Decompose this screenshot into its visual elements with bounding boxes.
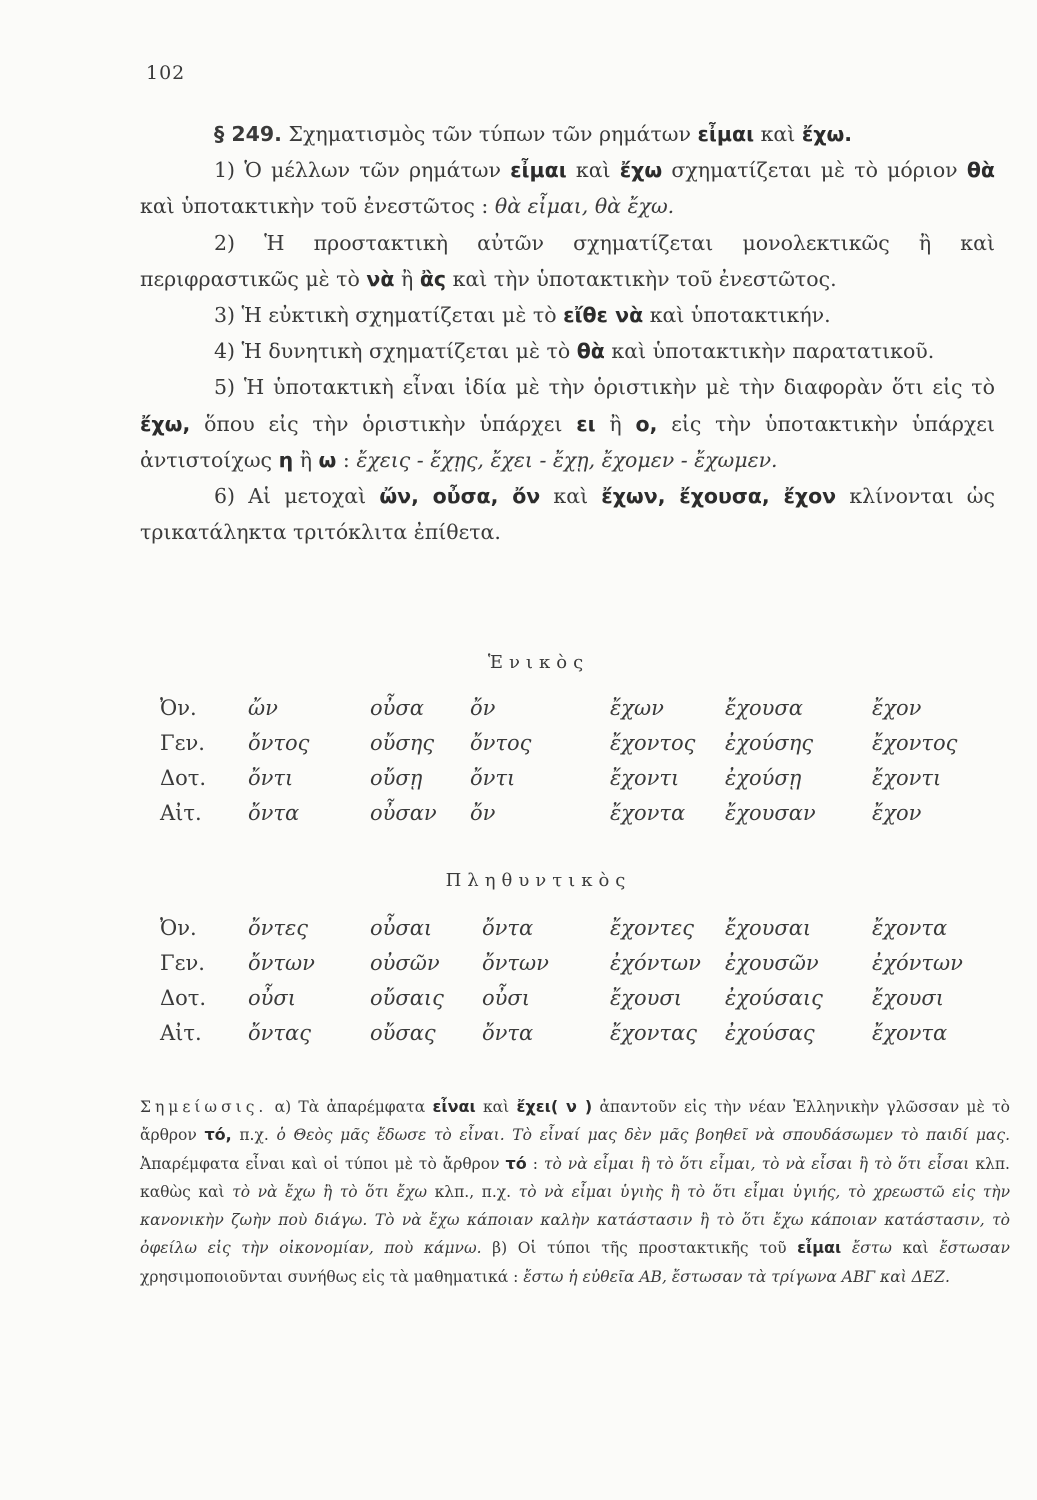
table-cell: ἐχούσης [725, 731, 814, 755]
table-cell: οὖσι [248, 986, 296, 1010]
paragraph-5 [140, 369, 995, 478]
p5-text-3: εἰς τὴν ὑποτακτικὴν ὑπάρχει ἀντιστοίχως [140, 411, 995, 472]
p1-lead: 1) Ὁ μέλλων τῶν ρημάτων [214, 158, 501, 183]
p1-example: θὰ εἶμαι, θὰ ἔχω. [494, 194, 675, 219]
note-text: Ἀπαρέμφατα εἶναι καὶ οἱ τύποι μὲ τὸ ἄρθρον [140, 1154, 500, 1173]
table-cell: οὖσαι [370, 916, 433, 940]
case-label: Αἰτ. [160, 1021, 202, 1045]
p1-text-2: σχηματίζεται μὲ τὸ μόριον [671, 158, 958, 183]
table-cell: ἐχόντων [610, 951, 701, 975]
note-example: ἔστω [851, 1239, 892, 1258]
p6-lead: 6) Αἱ μετοχαὶ [214, 484, 367, 509]
table-cell: ἔχοντος [872, 731, 958, 755]
p2-bold-1: νὰ [366, 266, 395, 291]
table-cell: ὄν [470, 696, 496, 720]
note-example: τὸ νὰ εἶμαι ἢ τὸ ὅτι εἶμαι, τὸ νὰ εἶσαι ἢ τὸ ὅτι εἶσαι [543, 1154, 970, 1173]
table-cell: οὔσης [370, 731, 435, 755]
p5-example: ἔχεις - ἔχῃς, ἔχει - ἔχῃ, ἔχομεν - ἔχωμεν. [356, 447, 778, 472]
table-cell: ἐχούσαις [725, 986, 823, 1010]
p2-text-1: ἢ [400, 266, 414, 291]
table-cell: ἐχόντων [872, 951, 963, 975]
section-verb-2: ἔχω. [801, 122, 853, 146]
table-cell: ὄντα [248, 801, 300, 825]
p1-bold-3: θὰ [966, 158, 995, 183]
note-text: π.χ. [239, 1126, 269, 1145]
p1-bold-2: ἔχω [619, 158, 663, 183]
p6-text-1: καὶ [553, 484, 589, 509]
table-cell: ἔχοντα [872, 916, 948, 940]
section-conj: καὶ [760, 122, 796, 146]
p5-text-5: : [342, 447, 350, 472]
table-cell: ἔχοντος [610, 731, 696, 755]
table-cell: ἔχοντα [872, 1021, 948, 1045]
case-label: Ὀν. [160, 916, 197, 940]
singular-heading: Ἑνικὸς [487, 652, 590, 673]
table-cell: ἐχουσῶν [725, 951, 819, 975]
note-bold: τό [505, 1153, 527, 1173]
paragraph-1 [140, 152, 995, 224]
table-cell: οὔσῃ [370, 766, 423, 790]
p1-text-3: καὶ ὑποτακτικὴν τοῦ ἐνεστῶτος : [140, 194, 489, 219]
table-cell: ἔχοντα [610, 801, 686, 825]
footnote [140, 1093, 1010, 1291]
p5-bold-1: ἔχω, [140, 411, 191, 436]
paragraph-6 [140, 478, 995, 550]
p6-text-2: κλίνονται ὡς τρικατάληκτα τριτόκλιτα ἐπίθετα. [140, 484, 995, 545]
p2-text-2: καὶ τὴν ὑποτακτικὴν τοῦ ἐνεστῶτος. [452, 266, 837, 291]
note-text: Οἱ τύποι τῆς προστακτικῆς τοῦ [517, 1239, 787, 1258]
p1-text-1: καὶ [575, 158, 611, 183]
p5-text-2: ἢ [609, 411, 622, 436]
table-cell: ὄντα [482, 1021, 534, 1045]
p4-text-1: καὶ ὑποτακτικὴν παρατατικοῦ. [611, 339, 935, 364]
note-example: ἔστωσαν [939, 1239, 1010, 1258]
table-cell: ἔχον [872, 696, 922, 720]
table-cell: ἐχούσας [725, 1021, 815, 1045]
note-example: τὸ νὰ ἔχω ἢ τὸ ὅτι ἔχω [232, 1182, 428, 1201]
section-title: Σχηματισμὸς τῶν τύπων τῶν ρημάτων [288, 122, 691, 146]
case-label: Αἰτ. [160, 801, 202, 825]
note-bold: τό, [204, 1125, 232, 1145]
note-example: ἔστω ἡ εὐθεῖα ΑΒ, ἔστωσαν τὰ τρίγωνα ΑΒΓ καὶ ΔΕΖ. [523, 1267, 950, 1286]
table-cell: ὄντος [248, 731, 310, 755]
table-cell: ἔχοντες [610, 916, 695, 940]
table-cell: ὄντα [482, 916, 534, 940]
p3-lead: 3) Ἡ εὐκτικὴ σχηματίζεται μὲ τὸ [214, 303, 557, 328]
page-number: 102 [146, 62, 186, 84]
p5-bold-5: ω [318, 447, 337, 472]
table-cell: ὄντες [248, 916, 309, 940]
p5-text-1: ὅπου εἰς τὴν ὁριστικὴν ὑπάρχει [204, 411, 563, 436]
p4-lead: 4) Ἡ δυνητικὴ σχηματίζεται μὲ τὸ [214, 339, 571, 364]
table-cell: ὤν [248, 696, 278, 720]
case-label: Γεν. [160, 951, 205, 975]
note-text: Τὰ ἀπαρέμφατα [298, 1098, 426, 1116]
table-cell: ὄντος [470, 731, 532, 755]
table-cell: ἔχουσαι [725, 916, 812, 940]
p6-bold-2: ἔχων, ἔχουσα, ἔχον [601, 484, 837, 509]
note-text: κλπ., π.χ. [434, 1182, 512, 1201]
note-bold: εἶμαι [797, 1238, 842, 1258]
case-label: Δοτ. [160, 766, 207, 790]
p5-bold-3: ο, [635, 411, 658, 436]
table-cell: ἔχουσι [610, 986, 682, 1010]
p1-bold-1: εἶμαι [510, 158, 567, 183]
note-text: : [532, 1154, 538, 1173]
note-mark-b: β) [492, 1239, 508, 1258]
p2-bold-2: ἂς [419, 266, 447, 291]
table-cell: ὄν [470, 801, 496, 825]
p3-text-1: καὶ ὑποτακτικήν. [649, 303, 831, 328]
p5-bold-4: η [278, 447, 294, 472]
table-cell: οὔσαις [370, 986, 444, 1010]
note-mark-a: α) [274, 1098, 292, 1116]
section-heading [140, 116, 995, 152]
table-cell: οὔσας [370, 1021, 436, 1045]
p2-lead: 2) Ἡ προστακτικὴ αὐτῶν σχηματίζεται μονολεκτικῶς ἢ καὶ περιφραστικῶς μὲ τὸ [140, 230, 995, 291]
case-label: Γεν. [160, 731, 205, 755]
table-cell: ὄντας [248, 1021, 311, 1045]
table-cell: ἔχουσαν [725, 801, 816, 825]
note-text: καὶ [902, 1239, 929, 1258]
table-cell: ὄντων [482, 951, 549, 975]
note-text: ἀπαντοῦν εἰς τὴν νέαν Ἑλληνικὴν γλῶσσαν μὲ τὸ ἄρθρον [140, 1098, 1010, 1145]
table-cell: ἔχουσι [872, 986, 944, 1010]
note-text: χρησιμοποιοῦνται συνήθως εἰς τὰ μαθηματικά : [140, 1267, 519, 1286]
section-body [140, 116, 995, 550]
case-label: Ὀν. [160, 696, 197, 720]
paragraph-2 [140, 225, 995, 297]
p3-bold-1: εἴθε νὰ [563, 303, 644, 328]
note-label: Σημείωσις. [140, 1098, 268, 1116]
table-cell: ἔχοντι [872, 766, 942, 790]
note-example: τὸ νὰ εἶμαι ὑγιὴς ἢ τὸ ὅτι εἶμαι ὑγιής, τὸ χρεωστῶ εἰς τὴν κανονικὴν ζωὴν ποὺ διάγω. Τὸ νὰ ἔχω κάποιαν καλὴν κατάστασιν ἢ τὸ ὅτι ἔχω κάποιαν κατάστασιν, τὸ ὀφείλω εἰς τὴν οἰκονομίαν, ποὺ κάμνω. [140, 1182, 1010, 1258]
table-cell: ἔχοντι [610, 766, 680, 790]
table-cell: ἐχούσῃ [725, 766, 802, 790]
note-example: ὁ Θεὸς μᾶς ἔδωσε τὸ εἶναι. Τὸ εἶναί μας δὲν μᾶς βοηθεῖ νὰ σπουδάσωμεν τὸ παιδί μας. [276, 1126, 1011, 1145]
p4-bold-1: θὰ [576, 339, 605, 364]
table-cell: οὖσι [482, 986, 530, 1010]
table-cell: ὄντι [248, 766, 294, 790]
table-cell: ἔχουσα [725, 696, 803, 720]
note-bold: εἶναι [432, 1097, 476, 1116]
table-cell: οὖσα [370, 696, 424, 720]
table-cell: ἔχον [872, 801, 922, 825]
note-text: καὶ [482, 1098, 510, 1116]
case-label: Δοτ. [160, 986, 207, 1010]
p5-lead: 5) Ἡ ὑποτακτικὴ εἶναι ἰδία μὲ τὴν ὁριστικὴν μὲ τὴν διαφορὰν ὅτι εἰς τὸ [214, 375, 995, 400]
plural-heading: Πληθυντικὸς [445, 870, 632, 891]
section-verb-1: εἶμαι [697, 122, 755, 146]
p6-bold-1: ὤν, οὖσα, ὄν [379, 484, 541, 509]
p5-text-4: ἢ [299, 447, 312, 472]
paragraph-3 [140, 297, 995, 333]
table-cell: οὐσῶν [370, 951, 440, 975]
note-text: κλπ. καθὼς καὶ [140, 1154, 1010, 1201]
p5-bold-2: ει [576, 411, 596, 436]
table-cell: ἔχοντας [610, 1021, 697, 1045]
paragraph-4 [140, 333, 995, 369]
section-mark: § 249. [214, 122, 282, 146]
table-cell: οὖσαν [370, 801, 437, 825]
table-cell: ἔχων [610, 696, 664, 720]
table-cell: ὄντων [248, 951, 315, 975]
table-cell: ὄντι [470, 766, 516, 790]
note-bold: ἔχει( ν ) [516, 1097, 593, 1116]
